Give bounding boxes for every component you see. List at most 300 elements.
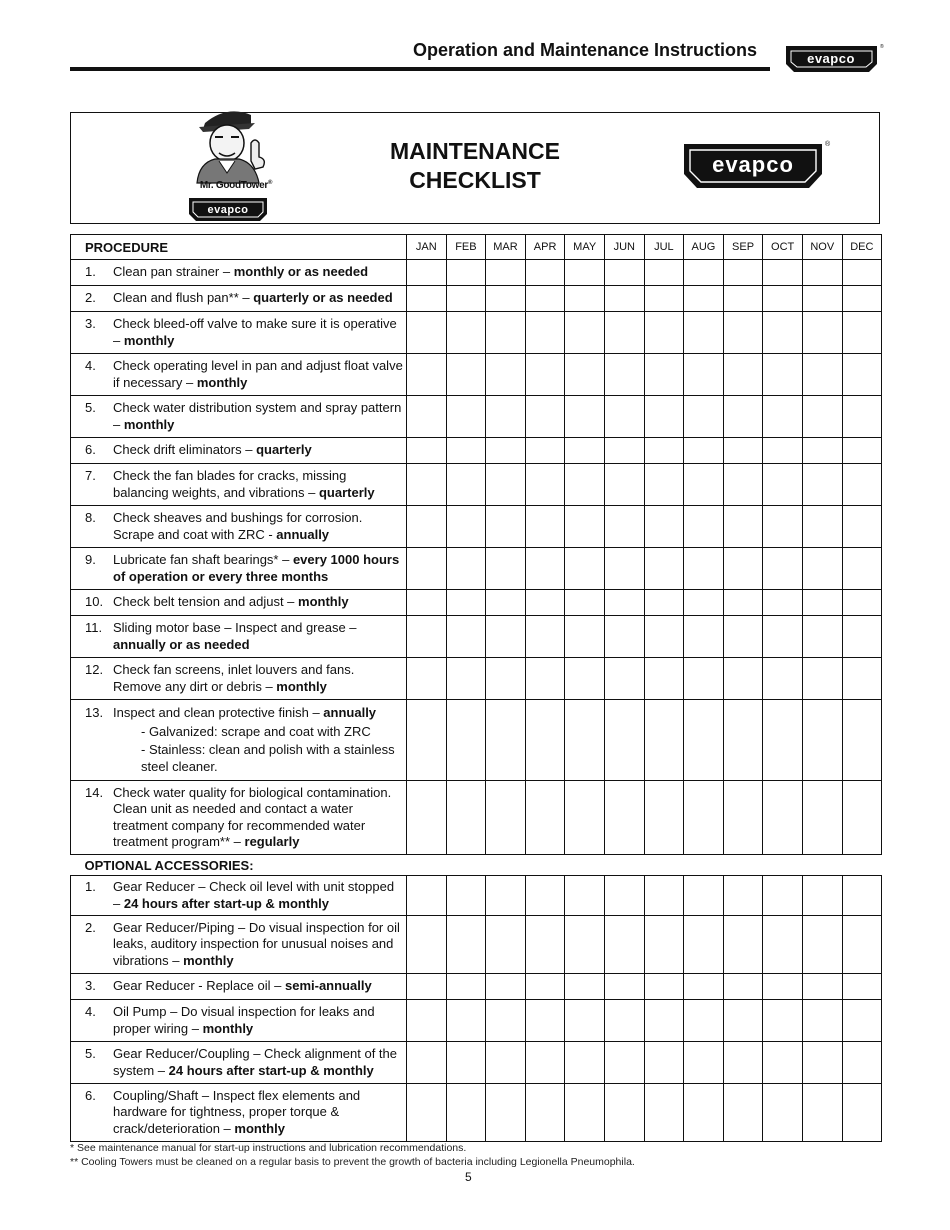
procedure-description	[71, 438, 407, 464]
month-check-cell[interactable]	[565, 658, 605, 700]
month-check-cell[interactable]	[802, 974, 842, 1000]
month-check-cell[interactable]	[565, 312, 605, 354]
procedure-text: Clean and flush pan** –	[113, 290, 254, 306]
procedure-row	[71, 396, 882, 438]
month-check-cell[interactable]	[842, 464, 882, 506]
month-check-cell[interactable]	[763, 876, 803, 916]
optional-accessory-text: Gear Reducer - Replace oil –	[113, 978, 285, 994]
month-check-cell[interactable]	[842, 260, 882, 286]
month-check-cell[interactable]	[644, 286, 684, 312]
optional-accessory-number: 4.	[85, 1004, 96, 1019]
month-check-cell[interactable]	[644, 354, 684, 396]
month-check-cell[interactable]	[525, 974, 565, 1000]
month-check-cell[interactable]	[407, 260, 447, 286]
month-check-cell[interactable]	[644, 590, 684, 616]
mascot-icon	[189, 101, 273, 183]
month-check-cell[interactable]	[644, 438, 684, 464]
month-check-cell[interactable]	[486, 590, 526, 616]
optional-accessory-row	[71, 916, 882, 974]
procedure-description	[71, 616, 407, 658]
month-check-cell[interactable]	[525, 700, 565, 781]
month-check-cell[interactable]	[684, 590, 724, 616]
month-check-cell[interactable]	[407, 590, 447, 616]
month-check-cell[interactable]	[644, 700, 684, 781]
procedure-description	[71, 464, 407, 506]
month-check-cell[interactable]	[486, 464, 526, 506]
month-check-cell[interactable]	[604, 286, 644, 312]
month-check-cell[interactable]	[604, 260, 644, 286]
month-check-cell[interactable]	[525, 1042, 565, 1084]
month-check-cell[interactable]	[446, 616, 486, 658]
month-check-cell[interactable]	[684, 916, 724, 974]
month-check-cell[interactable]	[525, 1084, 565, 1142]
month-check-cell[interactable]	[565, 1000, 605, 1042]
month-check-cell[interactable]	[525, 548, 565, 590]
procedure-row	[71, 781, 882, 855]
month-check-cell[interactable]	[684, 974, 724, 1000]
footnote-1: * See maintenance manual for start-up instructions and lubrication recommendations.	[70, 1142, 467, 1154]
month-check-cell[interactable]	[604, 658, 644, 700]
month-check-cell[interactable]	[842, 700, 882, 781]
procedure-frequency: monthly	[123, 416, 175, 432]
month-check-cell[interactable]	[684, 312, 724, 354]
month-check-cell[interactable]	[763, 616, 803, 658]
month-check-cell[interactable]	[842, 438, 882, 464]
month-check-cell[interactable]	[723, 260, 763, 286]
month-check-cell[interactable]	[723, 700, 763, 781]
month-check-cell[interactable]	[407, 616, 447, 658]
month-check-cell[interactable]	[763, 700, 803, 781]
month-check-cell[interactable]	[486, 781, 526, 855]
month-check-cell[interactable]	[486, 974, 526, 1000]
header-logo-text: evapco	[807, 51, 855, 66]
month-check-cell[interactable]	[684, 396, 724, 438]
month-check-cell[interactable]	[525, 781, 565, 855]
month-check-cell[interactable]	[802, 658, 842, 700]
month-check-cell[interactable]	[407, 438, 447, 464]
month-check-cell[interactable]	[407, 876, 447, 916]
month-check-cell[interactable]	[802, 590, 842, 616]
svg-text:®: ®	[880, 44, 884, 50]
month-check-cell[interactable]	[802, 548, 842, 590]
month-check-cell[interactable]	[802, 396, 842, 438]
month-header: NOV	[802, 235, 842, 260]
month-check-cell[interactable]	[842, 1084, 882, 1142]
month-header: JAN	[407, 235, 447, 260]
month-check-cell[interactable]	[565, 916, 605, 974]
month-check-cell[interactable]	[684, 1084, 724, 1142]
procedure-description	[71, 548, 407, 590]
month-check-cell[interactable]	[407, 312, 447, 354]
month-check-cell[interactable]	[525, 506, 565, 548]
month-check-cell[interactable]	[644, 1084, 684, 1142]
month-check-cell[interactable]	[723, 396, 763, 438]
month-check-cell[interactable]	[763, 312, 803, 354]
month-check-cell[interactable]	[644, 506, 684, 548]
month-check-cell[interactable]	[842, 876, 882, 916]
month-check-cell[interactable]	[486, 616, 526, 658]
month-check-cell[interactable]	[763, 1084, 803, 1142]
month-check-cell[interactable]	[525, 590, 565, 616]
month-check-cell[interactable]	[723, 354, 763, 396]
month-check-cell[interactable]	[486, 286, 526, 312]
procedure-text: Clean pan strainer –	[113, 264, 234, 280]
month-check-cell[interactable]	[763, 354, 803, 396]
month-check-cell[interactable]	[525, 1000, 565, 1042]
month-check-cell[interactable]	[446, 438, 486, 464]
month-check-cell[interactable]	[525, 658, 565, 700]
month-check-cell[interactable]	[802, 876, 842, 916]
procedure-number: 7.	[85, 468, 96, 483]
month-check-cell[interactable]	[684, 548, 724, 590]
month-check-cell[interactable]	[565, 616, 605, 658]
month-check-cell[interactable]	[446, 781, 486, 855]
month-check-cell[interactable]	[802, 1084, 842, 1142]
month-check-cell[interactable]	[565, 286, 605, 312]
procedure-row	[71, 354, 882, 396]
month-check-cell[interactable]	[486, 1084, 526, 1142]
month-check-cell[interactable]	[604, 616, 644, 658]
procedure-row	[71, 590, 882, 616]
procedure-number: 14.	[85, 784, 104, 800]
month-check-cell[interactable]	[525, 464, 565, 506]
month-check-cell[interactable]	[723, 312, 763, 354]
month-check-cell[interactable]	[446, 396, 486, 438]
month-check-cell[interactable]	[842, 616, 882, 658]
month-check-cell[interactable]	[486, 354, 526, 396]
month-check-cell[interactable]	[486, 876, 526, 916]
procedure-number: 6.	[85, 442, 96, 458]
month-check-cell[interactable]	[763, 658, 803, 700]
month-check-cell[interactable]	[486, 548, 526, 590]
month-check-cell[interactable]	[723, 438, 763, 464]
optional-accessory-row	[71, 1084, 882, 1142]
month-header: AUG	[684, 235, 724, 260]
month-check-cell[interactable]	[684, 1000, 724, 1042]
month-check-cell[interactable]	[486, 438, 526, 464]
month-check-cell[interactable]	[525, 916, 565, 974]
month-check-cell[interactable]	[446, 916, 486, 974]
procedure-text: Check operating level in pan and adjust float valve if necessary –	[113, 358, 403, 390]
month-check-cell[interactable]	[842, 396, 882, 438]
month-check-cell[interactable]	[644, 1042, 684, 1084]
month-check-cell[interactable]	[723, 590, 763, 616]
month-check-cell[interactable]	[802, 1042, 842, 1084]
month-check-cell[interactable]	[407, 658, 447, 700]
optional-accessory-number: 6.	[85, 1087, 96, 1103]
month-check-cell[interactable]	[446, 1042, 486, 1084]
month-check-cell[interactable]	[644, 260, 684, 286]
month-check-cell[interactable]	[723, 876, 763, 916]
month-check-cell[interactable]	[407, 464, 447, 506]
month-check-cell[interactable]	[644, 916, 684, 974]
procedure-frequency: annually	[276, 526, 330, 542]
month-check-cell[interactable]	[763, 396, 803, 438]
month-check-cell[interactable]	[604, 438, 644, 464]
month-check-cell[interactable]	[525, 438, 565, 464]
month-check-cell[interactable]	[723, 464, 763, 506]
month-check-cell[interactable]	[486, 700, 526, 781]
optional-accessory-description	[71, 876, 407, 916]
procedure-frequency: quarterly or as needed	[253, 290, 393, 306]
month-header: JUN	[604, 235, 644, 260]
month-check-cell[interactable]	[446, 1000, 486, 1042]
month-check-cell[interactable]	[644, 396, 684, 438]
month-check-cell[interactable]	[802, 506, 842, 548]
month-check-cell[interactable]	[842, 548, 882, 590]
month-check-cell[interactable]	[486, 658, 526, 700]
month-check-cell[interactable]	[407, 396, 447, 438]
month-check-cell[interactable]	[407, 548, 447, 590]
checklist-title-line2: CHECKLIST	[409, 167, 541, 193]
month-check-cell[interactable]	[446, 590, 486, 616]
month-check-cell[interactable]	[763, 590, 803, 616]
month-check-cell[interactable]	[723, 974, 763, 1000]
month-check-cell[interactable]	[604, 916, 644, 974]
procedure-number: 8.	[85, 510, 96, 525]
optional-accessory-row	[71, 876, 882, 916]
month-check-cell[interactable]	[644, 312, 684, 354]
optional-accessory-frequency: semi-annually	[284, 978, 372, 994]
procedure-row	[71, 312, 882, 354]
month-check-cell[interactable]	[802, 286, 842, 312]
month-check-cell[interactable]	[802, 616, 842, 658]
month-check-cell[interactable]	[723, 1042, 763, 1084]
month-check-cell[interactable]	[446, 876, 486, 916]
month-check-cell[interactable]	[565, 506, 605, 548]
month-check-cell[interactable]	[763, 286, 803, 312]
procedure-row	[71, 286, 882, 312]
month-check-cell[interactable]	[684, 658, 724, 700]
month-check-cell[interactable]	[565, 396, 605, 438]
month-check-cell[interactable]	[684, 700, 724, 781]
month-check-cell[interactable]	[446, 464, 486, 506]
month-check-cell[interactable]	[604, 354, 644, 396]
banner-evapco-logo-icon	[683, 138, 833, 200]
month-check-cell[interactable]	[842, 312, 882, 354]
optional-accessory-description	[71, 1000, 407, 1042]
month-header: SEP	[723, 235, 763, 260]
month-check-cell[interactable]	[684, 616, 724, 658]
month-check-cell[interactable]	[684, 354, 724, 396]
month-check-cell[interactable]	[763, 260, 803, 286]
month-check-cell[interactable]	[407, 700, 447, 781]
month-check-cell[interactable]	[763, 1042, 803, 1084]
month-check-cell[interactable]	[446, 700, 486, 781]
month-header: MAR	[486, 235, 526, 260]
month-check-cell[interactable]	[763, 974, 803, 1000]
month-check-cell[interactable]	[407, 286, 447, 312]
month-check-cell[interactable]	[565, 260, 605, 286]
month-check-cell[interactable]	[486, 1000, 526, 1042]
month-check-cell[interactable]	[723, 548, 763, 590]
month-check-cell[interactable]	[407, 1042, 447, 1084]
month-check-cell[interactable]	[565, 548, 605, 590]
month-check-cell[interactable]	[763, 438, 803, 464]
month-check-cell[interactable]	[565, 354, 605, 396]
footnote-2: ** Cooling Towers must be cleaned on a regular basis to prevent the growth of bacteria including Legionella Pneumophila.	[70, 1156, 635, 1168]
month-check-cell[interactable]	[446, 974, 486, 1000]
month-check-cell[interactable]	[684, 286, 724, 312]
month-check-cell[interactable]	[446, 506, 486, 548]
month-check-cell[interactable]	[446, 260, 486, 286]
month-check-cell[interactable]	[525, 616, 565, 658]
month-check-cell[interactable]	[486, 506, 526, 548]
month-check-cell[interactable]	[407, 974, 447, 1000]
month-check-cell[interactable]	[842, 974, 882, 1000]
month-check-cell[interactable]	[565, 438, 605, 464]
month-check-cell[interactable]	[525, 286, 565, 312]
month-check-cell[interactable]	[802, 781, 842, 855]
month-check-cell[interactable]	[565, 876, 605, 916]
month-check-cell[interactable]	[407, 506, 447, 548]
month-check-cell[interactable]	[684, 506, 724, 548]
month-check-cell[interactable]	[525, 876, 565, 916]
month-check-cell[interactable]	[407, 1000, 447, 1042]
month-check-cell[interactable]	[407, 1084, 447, 1142]
optional-accessory-frequency: 24 hours after start-up & monthly	[168, 1062, 374, 1078]
month-check-cell[interactable]	[525, 260, 565, 286]
month-check-cell[interactable]	[763, 464, 803, 506]
month-check-cell[interactable]	[565, 700, 605, 781]
month-check-cell[interactable]	[525, 396, 565, 438]
procedure-number: 13.	[85, 705, 104, 720]
month-check-cell[interactable]	[446, 286, 486, 312]
month-check-cell[interactable]	[604, 876, 644, 916]
optional-accessory-text: Coupling/Shaft – Inspect flex elements and hardware for tightness, proper torque & crack/deterioration –	[113, 1087, 361, 1136]
month-check-cell[interactable]	[842, 286, 882, 312]
month-check-cell[interactable]	[842, 1000, 882, 1042]
month-check-cell[interactable]	[525, 312, 565, 354]
month-check-cell[interactable]	[763, 781, 803, 855]
month-check-cell[interactable]	[604, 548, 644, 590]
month-check-cell[interactable]	[842, 590, 882, 616]
month-check-cell[interactable]	[723, 1084, 763, 1142]
month-check-cell[interactable]	[486, 396, 526, 438]
month-check-cell[interactable]	[842, 781, 882, 855]
month-check-cell[interactable]	[842, 506, 882, 548]
month-check-cell[interactable]	[565, 1042, 605, 1084]
month-check-cell[interactable]	[565, 464, 605, 506]
month-check-cell[interactable]	[486, 1042, 526, 1084]
month-check-cell[interactable]	[842, 354, 882, 396]
month-check-cell[interactable]	[723, 286, 763, 312]
month-check-cell[interactable]	[407, 916, 447, 974]
month-check-cell[interactable]	[684, 876, 724, 916]
month-check-cell[interactable]	[486, 312, 526, 354]
month-check-cell[interactable]	[644, 1000, 684, 1042]
banner-logo-text: evapco	[712, 152, 794, 177]
month-check-cell[interactable]	[644, 464, 684, 506]
month-check-cell[interactable]	[565, 590, 605, 616]
month-check-cell[interactable]	[446, 1084, 486, 1142]
optional-accessory-row	[71, 974, 882, 1000]
month-check-cell[interactable]	[644, 658, 684, 700]
month-check-cell[interactable]	[604, 464, 644, 506]
month-check-cell[interactable]	[604, 781, 644, 855]
month-check-cell[interactable]	[604, 506, 644, 548]
month-check-cell[interactable]	[407, 781, 447, 855]
procedure-description	[71, 260, 407, 286]
month-check-cell[interactable]	[684, 781, 724, 855]
month-check-cell[interactable]	[644, 548, 684, 590]
month-check-cell[interactable]	[604, 590, 644, 616]
month-check-cell[interactable]	[723, 781, 763, 855]
month-check-cell[interactable]	[446, 312, 486, 354]
procedure-frequency: regularly	[244, 834, 300, 849]
month-check-cell[interactable]	[565, 974, 605, 1000]
month-check-cell[interactable]	[723, 1000, 763, 1042]
month-check-cell[interactable]	[604, 974, 644, 1000]
month-check-cell[interactable]	[763, 548, 803, 590]
month-check-cell[interactable]	[684, 438, 724, 464]
optional-accessory-text: Oil Pump – Do visual inspection for leaks and proper wiring –	[113, 1004, 375, 1036]
month-check-cell[interactable]	[407, 354, 447, 396]
evapco-logo-icon	[785, 42, 883, 78]
page-header-title: Operation and Maintenance Instructions	[413, 40, 758, 60]
month-check-cell[interactable]	[604, 1042, 644, 1084]
month-check-cell[interactable]	[842, 658, 882, 700]
procedure-text: Check bleed-off valve to make sure it is operative –	[113, 316, 397, 348]
month-check-cell[interactable]	[802, 464, 842, 506]
month-check-cell[interactable]	[684, 464, 724, 506]
month-check-cell[interactable]	[644, 876, 684, 916]
month-check-cell[interactable]	[604, 1084, 644, 1142]
month-check-cell[interactable]	[802, 1000, 842, 1042]
month-check-cell[interactable]	[802, 438, 842, 464]
month-check-cell[interactable]	[525, 354, 565, 396]
month-check-cell[interactable]	[486, 916, 526, 974]
month-check-cell[interactable]	[763, 916, 803, 974]
procedure-number: 10.	[85, 594, 104, 610]
month-check-cell[interactable]	[446, 658, 486, 700]
month-check-cell[interactable]	[723, 506, 763, 548]
month-check-cell[interactable]	[604, 700, 644, 781]
month-check-cell[interactable]	[684, 260, 724, 286]
month-check-cell[interactable]	[604, 1000, 644, 1042]
month-check-cell[interactable]	[763, 1000, 803, 1042]
month-check-cell[interactable]	[723, 616, 763, 658]
month-check-cell[interactable]	[723, 658, 763, 700]
month-check-cell[interactable]	[802, 312, 842, 354]
month-check-cell[interactable]	[446, 354, 486, 396]
month-check-cell[interactable]	[802, 700, 842, 781]
month-check-cell[interactable]	[644, 781, 684, 855]
month-check-cell[interactable]	[842, 916, 882, 974]
optional-accessory-frequency: monthly	[183, 952, 234, 968]
month-check-cell[interactable]	[763, 506, 803, 548]
month-check-cell[interactable]	[802, 354, 842, 396]
month-check-cell[interactable]	[604, 312, 644, 354]
optional-accessories-header: OPTIONAL ACCESSORIES:	[71, 855, 882, 876]
month-check-cell[interactable]	[565, 781, 605, 855]
month-check-cell[interactable]	[842, 1042, 882, 1084]
month-check-cell[interactable]	[684, 1042, 724, 1084]
month-check-cell[interactable]	[644, 974, 684, 1000]
procedure-number: 9.	[85, 552, 96, 567]
month-check-cell[interactable]	[486, 260, 526, 286]
month-check-cell[interactable]	[565, 1084, 605, 1142]
month-check-cell[interactable]	[802, 260, 842, 286]
checklist-title	[346, 137, 604, 195]
month-check-cell[interactable]	[604, 396, 644, 438]
month-check-cell[interactable]	[802, 916, 842, 974]
procedure-frequency: monthly	[276, 678, 327, 694]
optional-accessory-number: 1.	[85, 879, 96, 894]
month-check-cell[interactable]	[644, 616, 684, 658]
month-check-cell[interactable]	[446, 548, 486, 590]
month-check-cell[interactable]	[723, 916, 763, 974]
